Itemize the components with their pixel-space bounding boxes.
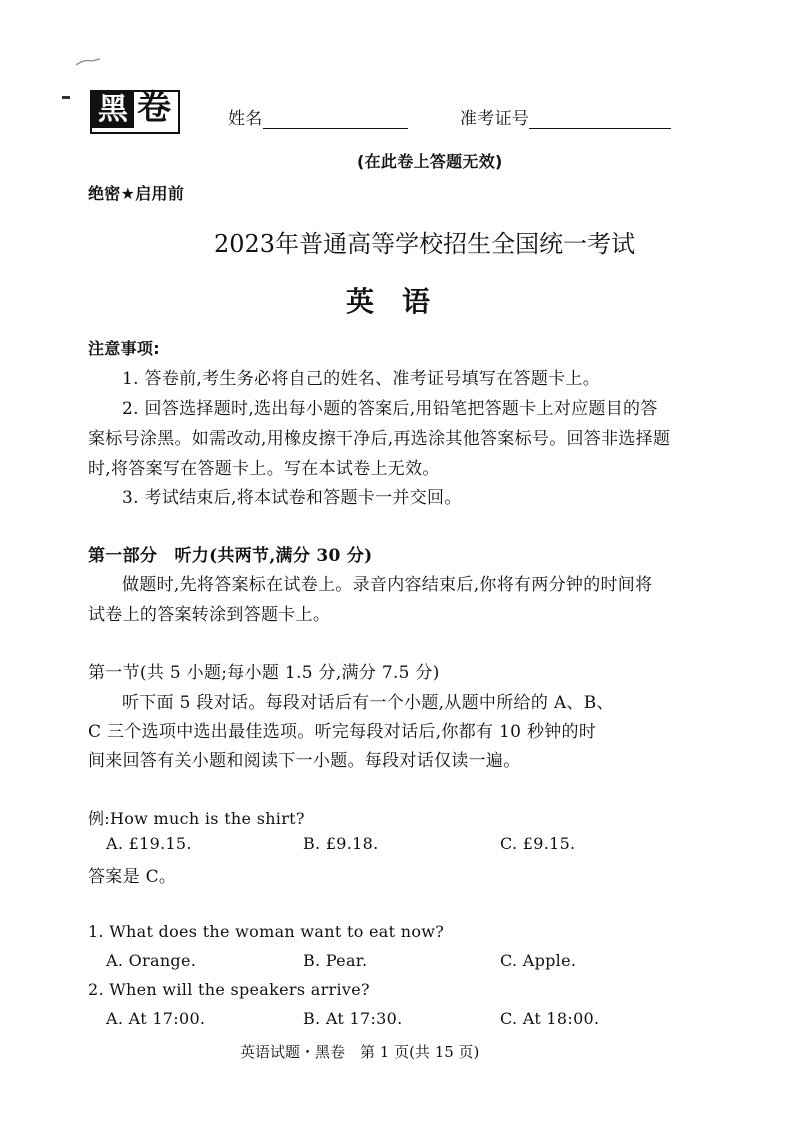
note-2-line-1: 2. 回答选择题时,选出每小题的答案后,用铅笔把答题卡上对应题目的答: [122, 399, 658, 419]
q1-option-a[interactable]: A. Orange.: [106, 951, 197, 970]
section1-desc-1: 听下面 5 段对话。每段对话后有一个小题,从题中所给的 A、B、: [122, 693, 614, 713]
exam-title: 2023年普通高等学校招生全国统一考试: [214, 230, 636, 258]
heijuan-logo: [90, 90, 176, 132]
example-question: 例:How much is the shirt?: [88, 809, 305, 828]
scan-dot: [62, 96, 70, 99]
logo-char-juan: 卷: [137, 88, 171, 128]
question-1: 1. What does the woman want to eat now?: [88, 922, 445, 941]
page-footer: 英语试题・黑卷 第 1 页(共 15 页): [240, 1043, 480, 1061]
example-option-c: C. £9.15.: [500, 834, 576, 853]
note-1: 1. 答卷前,考生务必将自己的姓名、准考证号填写在答题卡上。: [122, 369, 601, 389]
section1-desc-3: 间来回答有关小题和阅读下一小题。每段对话仅读一遍。: [88, 751, 521, 771]
example-answer: 答案是 C。: [88, 867, 177, 887]
q2-option-a[interactable]: A. At 17:00.: [106, 1009, 206, 1028]
part1-desc-1: 做题时,先将答案标在试卷上。录音内容结束后,你将有两分钟的时间将: [122, 575, 653, 595]
question-2: 2. When will the speakers arrive?: [88, 980, 370, 999]
logo-char-hei: 黑: [92, 92, 134, 128]
section1-heading: 第一节(共 5 小题;每小题 1.5 分,满分 7.5 分): [88, 663, 440, 683]
invalid-note: (在此卷上答题无效): [357, 152, 503, 171]
name-field: [228, 104, 408, 129]
exam-id-label: 准考证号: [460, 109, 530, 129]
subject-title: 英 语: [346, 285, 431, 318]
example-option-a: A. £19.15.: [106, 834, 192, 853]
part1-desc-2: 试卷上的答案转涂到答题卡上。: [88, 605, 331, 625]
notes-heading: 注意事项:: [88, 339, 160, 358]
name-blank[interactable]: [263, 110, 408, 129]
q2-option-c[interactable]: C. At 18:00.: [500, 1009, 600, 1028]
q1-option-c[interactable]: C. Apple.: [500, 951, 577, 970]
part1-heading: 第一部分 听力(共两节,满分 30 分): [88, 546, 373, 566]
name-label: 姓名: [228, 109, 263, 129]
q1-option-b[interactable]: B. Pear.: [303, 951, 368, 970]
note-2-line-3: 时,将答案写在答题卡上。写在本试卷上无效。: [88, 459, 440, 479]
q2-option-b[interactable]: B. At 17:30.: [303, 1009, 403, 1028]
exam-id-blank[interactable]: [529, 110, 671, 129]
example-option-b: B. £9.18.: [303, 834, 379, 853]
confidential-mark: 绝密★启用前: [88, 184, 185, 203]
note-3: 3. 考试结束后,将本试卷和答题卡一并交回。: [122, 488, 462, 508]
section1-desc-2: C 三个选项中选出最佳选项。听完每段对话后,你都有 10 秒钟的时: [88, 722, 597, 742]
scan-mark: [74, 52, 102, 60]
note-2-line-2: 案标号涂黑。如需改动,用橡皮擦干净后,再选涂其他答案标号。回答非选择题: [88, 429, 671, 449]
exam-id-field: [460, 104, 671, 129]
